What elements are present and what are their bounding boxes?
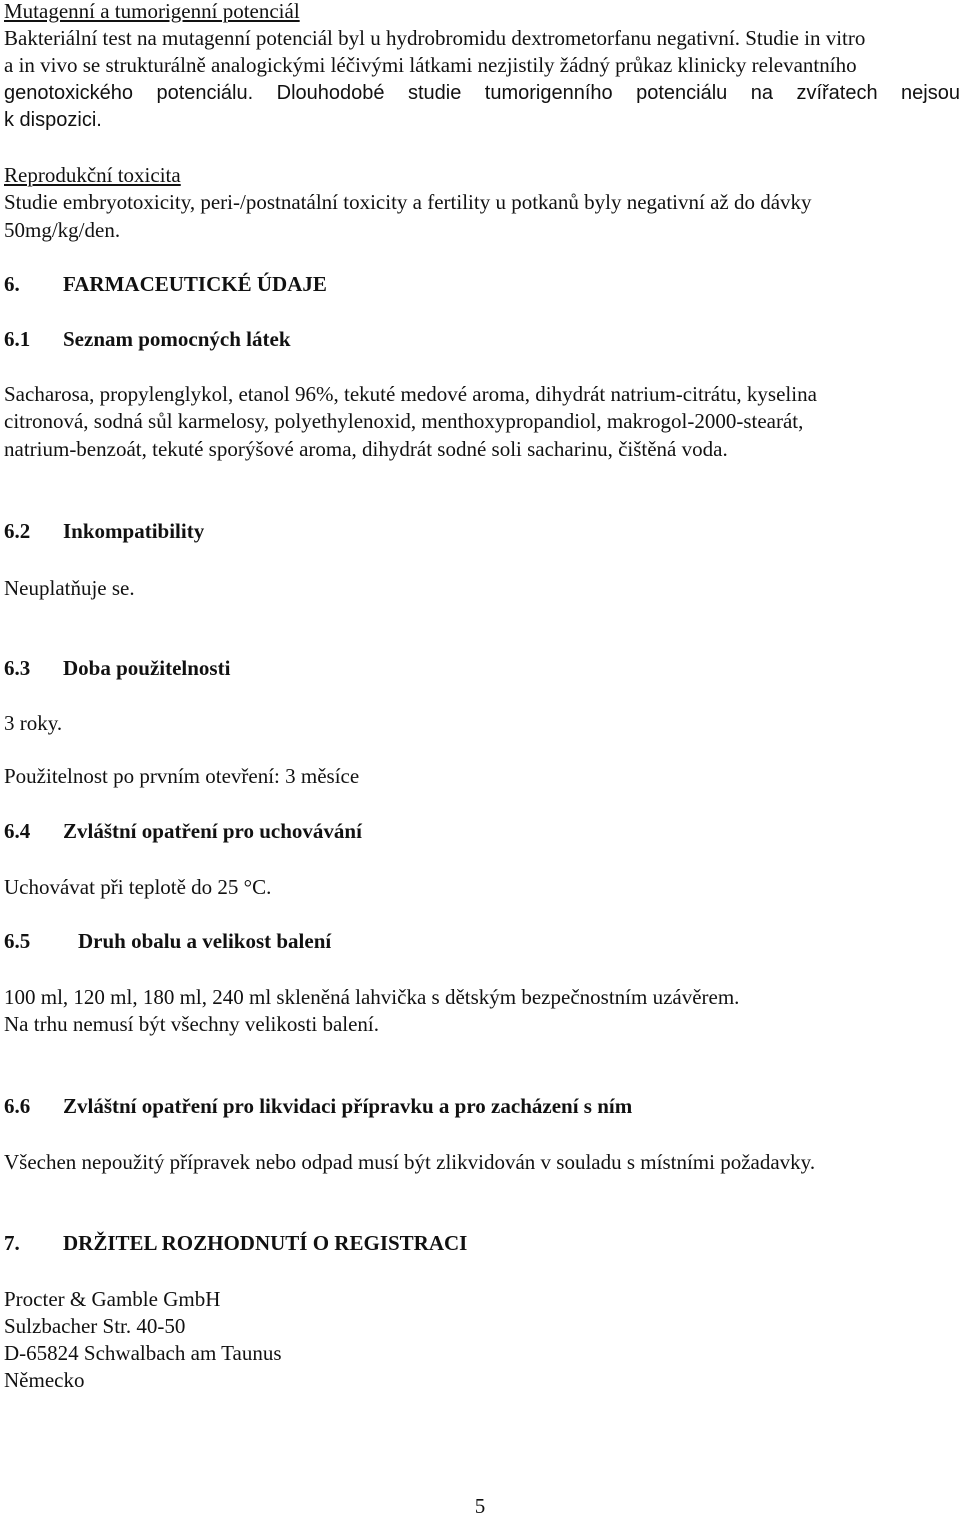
- disposal-text: Všechen nepoužitý přípravek nebo odpad musí být zlikvidován v souladu s místními požadavky.: [4, 1150, 816, 1174]
- section-6-1-heading: [4, 326, 291, 353]
- section-6-heading: [4, 271, 327, 298]
- shelf-life-text: 3 roky.: [4, 711, 63, 735]
- shelf-life-after-opening: Použitelnost po prvním otevření: 3 měsíce: [4, 764, 360, 788]
- section-7-number: 7.: [4, 1231, 20, 1255]
- repro-line-2: 50mg/kg/den.: [4, 218, 121, 242]
- section-6-2-number: 6.2: [4, 519, 31, 543]
- section-6-6-title: Zvláštní opatření pro likvidaci přípravku a pro zacházení s ním: [63, 1094, 633, 1118]
- section-6-4-number: 6.4: [4, 819, 31, 843]
- excipients-line-3: natrium-benzoát, tekuté sporýšové aroma, dihydrát sodné soli sacharinu, čištěná voda.: [4, 437, 728, 461]
- section-6-title: FARMACEUTICKÉ ÚDAJE: [63, 272, 327, 296]
- section-6-2-title: Inkompatibility: [63, 519, 205, 543]
- section-6-1-number: 6.1: [4, 327, 31, 351]
- mah-street: Sulzbacher Str. 40-50: [4, 1314, 186, 1338]
- mah-city: D-65824 Schwalbach am Taunus: [4, 1341, 282, 1365]
- repro-line-1: Studie embryotoxicity, peri-/postnatální toxicity a fertility u potkanů byly negativní až do dávky: [4, 190, 812, 214]
- packaging-line-2: Na trhu nemusí být všechny velikosti balení.: [4, 1012, 380, 1036]
- page-number: 5: [474, 1494, 486, 1518]
- section-6-number: 6.: [4, 272, 20, 296]
- packaging-line-1: 100 ml, 120 ml, 180 ml, 240 ml skleněná lahvička s dětským bezpečnostním uzávěrem.: [4, 985, 740, 1009]
- mutagen-line-1: Bakteriální test na mutagenní potenciál byl u hydrobromidu dextrometorfanu negativní. Studie in vitro: [4, 26, 866, 50]
- section-6-3-heading: [4, 655, 230, 682]
- section-6-4-title: Zvláštní opatření pro uchovávání: [63, 819, 362, 843]
- section-6-6-heading: [4, 1093, 632, 1120]
- section-7-title: DRŽITEL ROZHODNUTÍ O REGISTRACI: [63, 1231, 468, 1255]
- repro-heading: Reprodukční toxicita: [4, 163, 181, 187]
- section-6-5-title: Druh obalu a velikost balení: [78, 929, 332, 953]
- section-6-5-heading: [4, 928, 331, 955]
- mutagen-heading: Mutagenní a tumorigenní potenciál: [4, 0, 300, 23]
- section-7-heading: [4, 1230, 467, 1257]
- mutagen-line-3-text: genotoxického potenciálu. Dlouhodobé studie tumorigenního potenciálu na zvířatech nejsou: [4, 82, 960, 104]
- mah-company: Procter & Gamble GmbH: [4, 1287, 221, 1311]
- section-6-1-title: Seznam pomocných látek: [63, 327, 291, 351]
- incompatibility-text: Neuplatňuje se.: [4, 576, 135, 600]
- excipients-line-2: citronová, sodná sůl karmelosy, polyethylenoxid, menthoxypropandiol, makrogol-2000-stearát,: [4, 409, 804, 433]
- mutagen-line-4: k dispozici.: [4, 109, 102, 131]
- section-6-4-heading: [4, 818, 362, 845]
- mutagen-line-2: a in vivo se strukturálně analogickými léčivými látkami nezjistily žádný průkaz klinicky relevantního: [4, 53, 857, 77]
- section-6-5-number: 6.5: [4, 929, 31, 953]
- excipients-line-1: Sacharosa, propylenglykol, etanol 96%, tekuté medové aroma, dihydrát natrium-citrátu, kyselina: [4, 382, 817, 406]
- mah-address: [4, 1286, 282, 1394]
- section-6-6-number: 6.6: [4, 1094, 31, 1118]
- storage-text: Uchovávat při teplotě do 25 °C.: [4, 875, 272, 899]
- section-6-2-heading: [4, 518, 204, 545]
- mutagen-line-3: [4, 80, 960, 107]
- section-6-3-title: Doba použitelnosti: [63, 656, 231, 680]
- mah-country: Německo: [4, 1368, 85, 1392]
- section-6-3-number: 6.3: [4, 656, 31, 680]
